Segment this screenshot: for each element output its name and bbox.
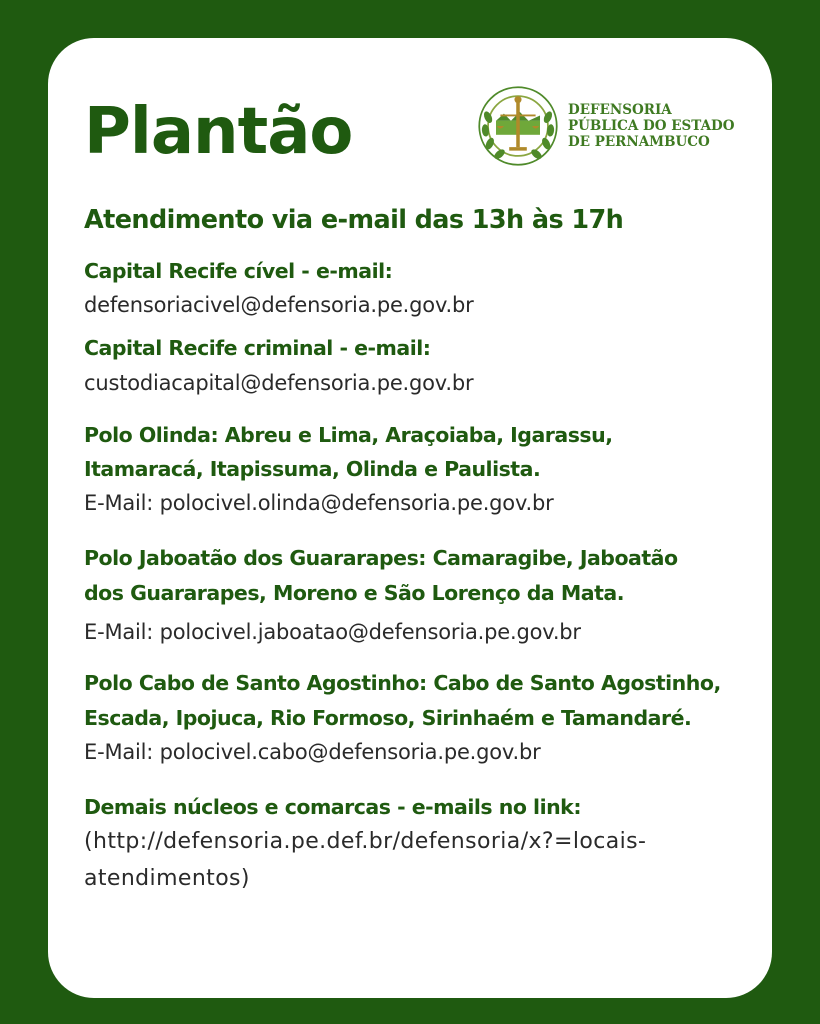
service-hours: Atendimento via e-mail das 13h às 17h [84,205,624,235]
content-card [48,38,772,998]
demais-link-line-2[interactable]: atendimentos) [84,866,250,891]
logo-line-2: PÚBLICA DO ESTADO [568,118,735,134]
polo-olinda-email: E-Mail: polocivel.olinda@defensoria.pe.gov.br [84,491,554,515]
capital-criminal-email: custodiacapital@defensoria.pe.gov.br [84,371,474,395]
polo-jaboatao-line-2: dos Guararapes, Moreno e São Lorenço da Mata. [84,581,625,605]
logo-line-3: DE PERNAMBUCO [568,134,710,150]
polo-cabo-line-2: Escada, Ipojuca, Rio Formoso, Sirinhaém e Tamandaré. [84,706,692,730]
polo-olinda-line-2: Itamaracá, Itapissuma, Olinda e Paulista. [84,457,541,481]
demais-label: Demais núcleos e comarcas - e-mails no link: [84,795,582,819]
polo-olinda-line-1: Polo Olinda: Abreu e Lima, Araçoiaba, Igarassu, [84,423,613,447]
defensoria-seal-icon [474,82,562,170]
capital-civel-email: defensoriacivel@defensoria.pe.gov.br [84,293,474,317]
polo-jaboatao-line-1: Polo Jaboatão dos Guararapes: Camaragibe, Jaboatão [84,546,678,570]
capital-civel-label: Capital Recife cível - e-mail: [84,259,393,283]
polo-cabo-line-1: Polo Cabo de Santo Agostinho: Cabo de Santo Agostinho, [84,671,721,695]
defensoria-logo [474,82,735,170]
capital-criminal-label: Capital Recife criminal - e-mail: [84,336,431,360]
polo-cabo-email: E-Mail: polocivel.cabo@defensoria.pe.gov.br [84,740,541,764]
polo-jaboatao-email: E-Mail: polocivel.jaboatao@defensoria.pe.gov.br [84,620,581,644]
demais-link-line-1[interactable]: (http://defensoria.pe.def.br/defensoria/x?=locais- [84,829,647,854]
logo-text [568,102,735,150]
page-title: Plantão [84,95,353,169]
logo-line-1: DEFENSORIA [568,102,672,118]
